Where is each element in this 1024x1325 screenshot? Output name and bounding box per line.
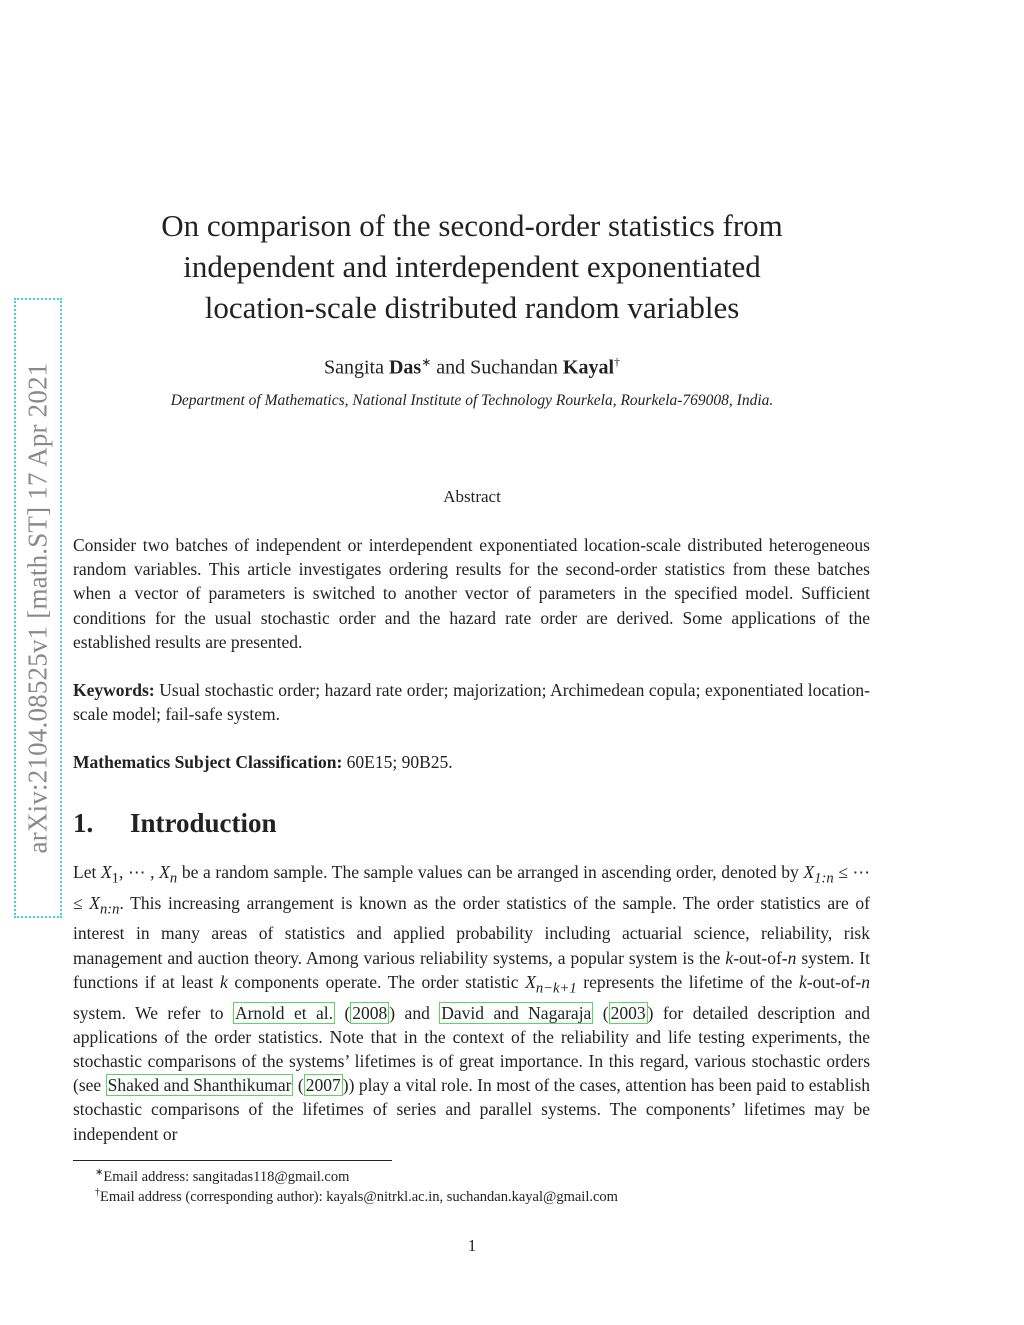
title-line: independent and interdependent exponentiated xyxy=(183,249,761,284)
text-run: be a random sample. The sample values can be arranged in ascending order, denoted by xyxy=(177,862,804,882)
abstract-heading: Abstract xyxy=(443,487,501,506)
text-run: system. We refer to xyxy=(73,1002,233,1023)
math-symbol: n xyxy=(861,971,870,992)
math-subscript: n xyxy=(169,870,178,887)
math-symbol: X xyxy=(803,862,815,882)
text-run: -out-of- xyxy=(733,947,788,968)
author-connector: and xyxy=(431,356,471,379)
keywords-label: Keywords: xyxy=(73,680,155,700)
text-run: -out-of- xyxy=(806,971,862,992)
text-run: , ⋯ , xyxy=(118,862,160,882)
intro-paragraph xyxy=(73,860,870,1146)
author-footnote-mark[interactable]: † xyxy=(614,355,621,369)
math-subscript: n:n xyxy=(100,901,120,918)
math-symbol: k xyxy=(219,971,228,992)
text-run: ( xyxy=(293,1075,304,1096)
citation-link[interactable]: Shaked and Shanthikumar xyxy=(107,1075,292,1096)
math-symbol: n xyxy=(787,947,797,968)
footnote-text: Email address (corresponding author): kayals@nitrkl.ac.in, suchandan.kayal@gmail.com xyxy=(100,1188,618,1205)
title-line: On comparison of the second-order statistics from xyxy=(161,208,783,243)
abstract-text: Consider two batches of independent or interdependent exponentiated location-scale distributed heterogeneous random variables. This article investigates ordering results for the second-order statistics from these batches when a vector of parameters is switched to another vector of parameters in the specified model. Sufficient conditions for the usual stochastic order and the hazard rate order are derived. Some applications of the established results are presented. xyxy=(73,535,870,652)
citation-link[interactable]: Arnold et al. xyxy=(234,1002,334,1023)
author-given-name: Suchandan xyxy=(470,356,563,379)
math-symbol: X xyxy=(159,862,170,882)
footnote xyxy=(95,1167,349,1186)
text-run: ) for detailed description and applications of the order statistics. Note that in the context of the reliability and life testing experiments, the stochastic comparisons of the systems’ lifetimes is of great importance. In this regard, various stochastic orders (see xyxy=(73,1002,870,1096)
text-run: ≤ ⋯ ≤ xyxy=(73,862,871,913)
footnote xyxy=(95,1187,618,1206)
text-run: )) play a vital role. In most of the cases, attention has been paid to establish stochastic comparisons of the lifetimes of series and parallel systems. The components’ lifetimes may be independent or xyxy=(73,1075,871,1144)
subject-classification xyxy=(73,750,870,774)
author-affiliation: Department of Mathematics, National Institute of Technology Rourkela, Rourkela-769008, India. xyxy=(170,392,774,409)
section-title: Introduction xyxy=(130,808,277,838)
footnote-text: Email address: sangitadas118@gmail.com xyxy=(103,1168,350,1185)
keywords xyxy=(73,678,870,726)
msc-label: Mathematics Subject Classification: xyxy=(73,752,343,772)
author-family-name: Kayal xyxy=(562,356,615,379)
text-run: ) and xyxy=(389,1002,440,1023)
text-run: Let xyxy=(73,862,101,882)
author-family-name: Das xyxy=(388,356,422,379)
footnote-mark: ∗ xyxy=(95,1167,104,1178)
msc-text: 60E15; 90B25. xyxy=(342,752,453,772)
text-run: ( xyxy=(335,1002,351,1023)
title-line: location-scale distributed random variables xyxy=(204,290,740,325)
citation-year-link[interactable]: 2003 xyxy=(610,1002,646,1023)
math-subscript: n−k+1 xyxy=(535,980,577,997)
arxiv-identifier-stamp[interactable] xyxy=(14,298,62,918)
math-symbol: k xyxy=(799,971,807,992)
section-heading xyxy=(73,808,277,839)
paper-title xyxy=(90,205,854,328)
math-subscript: 1:n xyxy=(814,870,834,887)
math-subscript: 1 xyxy=(111,870,119,887)
text-run: ( xyxy=(593,1002,609,1023)
math-symbol: X xyxy=(89,892,100,913)
author-footnote-mark[interactable]: ∗ xyxy=(421,355,432,369)
text-run: . This increasing arrangement is known as the order statistics of the sample. The order statistics are of interest in many areas of statistics and applied probability including actuarial science, reliability, risk management and auction theory. Among various reliability systems, a popular system is the xyxy=(73,892,870,968)
text-run: components operate. The order statistic xyxy=(227,971,526,992)
arxiv-identifier-text[interactable]: arXiv:2104.08525v1 [math.ST] 17 Apr 2021 xyxy=(22,362,53,854)
author-given-name: Sangita xyxy=(323,356,389,379)
text-run: system. It functions if at least xyxy=(73,947,870,992)
citation-year-link[interactable]: 2008 xyxy=(352,1002,388,1023)
page-number: 1 xyxy=(467,1236,477,1255)
math-symbol: X xyxy=(525,971,536,992)
citation-link[interactable]: David and Nagaraja xyxy=(441,1002,592,1023)
math-symbol: k xyxy=(725,947,734,968)
footnote-mark: † xyxy=(95,1187,100,1198)
math-symbol: X xyxy=(100,862,112,882)
footnote-divider xyxy=(73,1160,392,1161)
citation-year-link[interactable]: 2007 xyxy=(305,1075,341,1096)
section-number: 1. xyxy=(73,808,94,838)
author-list xyxy=(90,355,854,380)
text-run: represents the lifetime of the xyxy=(576,971,800,992)
keywords-text: Usual stochastic order; hazard rate order; majorization; Archimedean copula; exponentiated location-scale model; fail-safe system. xyxy=(73,680,870,725)
